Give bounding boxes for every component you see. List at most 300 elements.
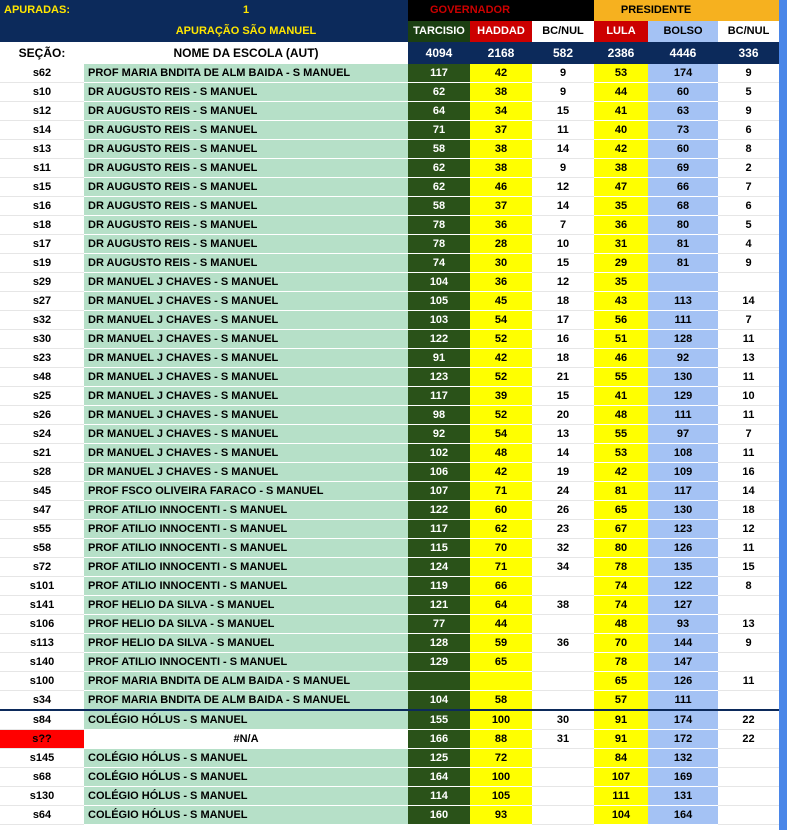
cell-bolso[interactable]: 174	[648, 710, 718, 730]
cell-haddad[interactable]: 72	[470, 749, 532, 768]
cell-bc-gov[interactable]	[532, 615, 594, 634]
cell-escola[interactable]: #N/A	[84, 730, 408, 749]
cell-haddad[interactable]: 88	[470, 730, 532, 749]
cell-haddad[interactable]: 105	[470, 787, 532, 806]
cell-bc-pres[interactable]	[718, 749, 779, 768]
cell-bc-gov[interactable]: 9	[532, 83, 594, 102]
cell-lula[interactable]: 80	[594, 539, 648, 558]
cell-escola[interactable]: DR AUGUSTO REIS - S MANUEL	[84, 216, 408, 235]
cell-secao[interactable]: s11	[0, 159, 84, 178]
cell-bc-pres[interactable]: 5	[718, 216, 779, 235]
cell-bolso[interactable]: 131	[648, 787, 718, 806]
total-haddad[interactable]: 2168	[470, 42, 532, 64]
cell-secao[interactable]: s55	[0, 520, 84, 539]
cell-escola[interactable]: DR MANUEL J CHAVES - S MANUEL	[84, 330, 408, 349]
cell-haddad[interactable]: 42	[470, 64, 532, 83]
cell-lula[interactable]: 55	[594, 368, 648, 387]
cell-tarcisio[interactable]: 104	[408, 691, 470, 711]
cell-tarcisio[interactable]: 155	[408, 710, 470, 730]
cell-bolso[interactable]: 123	[648, 520, 718, 539]
cell-haddad[interactable]: 64	[470, 596, 532, 615]
cell-lula[interactable]: 48	[594, 406, 648, 425]
cell-bc-gov[interactable]: 18	[532, 292, 594, 311]
cell-bc-pres[interactable]: 13	[718, 615, 779, 634]
cell-escola[interactable]: PROF ATILIO INNOCENTI - S MANUEL	[84, 653, 408, 672]
cell-bc-pres[interactable]: 4	[718, 235, 779, 254]
cell-bc-gov[interactable]	[532, 653, 594, 672]
cell-bolso[interactable]: 68	[648, 197, 718, 216]
cell-bc-pres[interactable]: 11	[718, 368, 779, 387]
cell-bc-gov[interactable]	[532, 749, 594, 768]
cell-bolso[interactable]: 69	[648, 159, 718, 178]
cell-bolso[interactable]	[648, 273, 718, 292]
cell-bc-pres[interactable]: 7	[718, 425, 779, 444]
cell-secao[interactable]: s28	[0, 463, 84, 482]
cell-haddad[interactable]: 100	[470, 768, 532, 787]
cell-escola[interactable]: DR MANUEL J CHAVES - S MANUEL	[84, 406, 408, 425]
cell-bolso[interactable]: 122	[648, 577, 718, 596]
cell-haddad[interactable]: 38	[470, 83, 532, 102]
cell-secao[interactable]: s12	[0, 102, 84, 121]
cell-lula[interactable]: 65	[594, 672, 648, 691]
cell-bc-pres[interactable]: 8	[718, 140, 779, 159]
cell-bc-pres[interactable]: 16	[718, 463, 779, 482]
cell-lula[interactable]: 53	[594, 64, 648, 83]
cell-lula[interactable]: 107	[594, 768, 648, 787]
cell-escola[interactable]: PROF HELIO DA SILVA - S MANUEL	[84, 615, 408, 634]
cell-bc-gov[interactable]: 24	[532, 482, 594, 501]
cell-secao[interactable]: s30	[0, 330, 84, 349]
cell-bc-gov[interactable]: 9	[532, 64, 594, 83]
cell-bolso[interactable]: 93	[648, 615, 718, 634]
cell-secao[interactable]: s72	[0, 558, 84, 577]
cell-haddad[interactable]: 44	[470, 615, 532, 634]
cell-haddad[interactable]: 65	[470, 653, 532, 672]
cell-haddad[interactable]: 36	[470, 216, 532, 235]
cell-escola[interactable]: PROF ATILIO INNOCENTI - S MANUEL	[84, 539, 408, 558]
cell-haddad[interactable]: 71	[470, 558, 532, 577]
cell-bc-pres[interactable]	[718, 653, 779, 672]
cell-bc-gov[interactable]: 15	[532, 254, 594, 273]
cell-tarcisio[interactable]: 58	[408, 140, 470, 159]
cell-lula[interactable]: 46	[594, 349, 648, 368]
cell-bc-pres[interactable]	[718, 596, 779, 615]
cell-secao[interactable]: s14	[0, 121, 84, 140]
cell-bc-pres[interactable]: 13	[718, 349, 779, 368]
cell-bc-pres[interactable]: 9	[718, 634, 779, 653]
cell-tarcisio[interactable]: 92	[408, 425, 470, 444]
cell-secao[interactable]: s24	[0, 425, 84, 444]
cell-secao[interactable]: s106	[0, 615, 84, 634]
cell-secao[interactable]: s47	[0, 501, 84, 520]
cell-escola[interactable]: DR MANUEL J CHAVES - S MANUEL	[84, 349, 408, 368]
cell-bolso[interactable]: 147	[648, 653, 718, 672]
cell-bc-pres[interactable]: 9	[718, 64, 779, 83]
cell-bolso[interactable]: 81	[648, 235, 718, 254]
cell-bc-pres[interactable]	[718, 806, 779, 825]
cell-lula[interactable]: 42	[594, 140, 648, 159]
cell-secao[interactable]: s68	[0, 768, 84, 787]
cell-bc-gov[interactable]: 30	[532, 710, 594, 730]
cell-bc-pres[interactable]: 14	[718, 482, 779, 501]
cell-tarcisio[interactable]: 125	[408, 749, 470, 768]
cell-haddad[interactable]: 54	[470, 425, 532, 444]
cell-bc-gov[interactable]: 9	[532, 159, 594, 178]
cell-bc-pres[interactable]: 5	[718, 83, 779, 102]
cell-tarcisio[interactable]: 104	[408, 273, 470, 292]
cell-secao[interactable]: s141	[0, 596, 84, 615]
cell-escola[interactable]: DR MANUEL J CHAVES - S MANUEL	[84, 463, 408, 482]
cell-bc-pres[interactable]: 22	[718, 730, 779, 749]
total-lula[interactable]: 2386	[594, 42, 648, 64]
cell-bc-gov[interactable]: 18	[532, 349, 594, 368]
cell-bolso[interactable]: 113	[648, 292, 718, 311]
cell-bc-gov[interactable]: 17	[532, 311, 594, 330]
cell-lula[interactable]: 38	[594, 159, 648, 178]
cell-bc-gov[interactable]: 26	[532, 501, 594, 520]
cell-tarcisio[interactable]: 117	[408, 520, 470, 539]
cell-tarcisio[interactable]: 105	[408, 292, 470, 311]
cell-bc-gov[interactable]: 15	[532, 387, 594, 406]
cell-haddad[interactable]: 100	[470, 710, 532, 730]
cell-tarcisio[interactable]	[408, 672, 470, 691]
cell-lula[interactable]: 74	[594, 577, 648, 596]
cell-tarcisio[interactable]: 74	[408, 254, 470, 273]
cell-bc-gov[interactable]: 19	[532, 463, 594, 482]
cell-escola[interactable]: COLÉGIO HÓLUS - S MANUEL	[84, 710, 408, 730]
total-tarcisio[interactable]: 4094	[408, 42, 470, 64]
cell-bc-pres[interactable]: 9	[718, 102, 779, 121]
cell-tarcisio[interactable]: 62	[408, 159, 470, 178]
cell-bolso[interactable]: 130	[648, 501, 718, 520]
cell-lula[interactable]: 43	[594, 292, 648, 311]
cell-bc-gov[interactable]	[532, 577, 594, 596]
cell-lula[interactable]: 74	[594, 596, 648, 615]
cell-bolso[interactable]: 111	[648, 691, 718, 711]
cell-tarcisio[interactable]: 122	[408, 330, 470, 349]
cell-tarcisio[interactable]: 62	[408, 178, 470, 197]
cell-tarcisio[interactable]: 77	[408, 615, 470, 634]
cell-haddad[interactable]: 46	[470, 178, 532, 197]
cell-lula[interactable]: 70	[594, 634, 648, 653]
cell-secao[interactable]: s29	[0, 273, 84, 292]
cell-lula[interactable]: 78	[594, 653, 648, 672]
cell-escola[interactable]: DR MANUEL J CHAVES - S MANUEL	[84, 368, 408, 387]
cell-bolso[interactable]: 80	[648, 216, 718, 235]
cell-secao[interactable]: s26	[0, 406, 84, 425]
cell-escola[interactable]: PROF HELIO DA SILVA - S MANUEL	[84, 634, 408, 653]
cell-lula[interactable]: 29	[594, 254, 648, 273]
cell-bc-pres[interactable]: 11	[718, 539, 779, 558]
cell-escola[interactable]: DR AUGUSTO REIS - S MANUEL	[84, 102, 408, 121]
cell-secao[interactable]: s??	[0, 730, 84, 749]
cell-escola[interactable]: DR MANUEL J CHAVES - S MANUEL	[84, 387, 408, 406]
cell-escola[interactable]: DR AUGUSTO REIS - S MANUEL	[84, 254, 408, 273]
cell-bolso[interactable]: 63	[648, 102, 718, 121]
cell-tarcisio[interactable]: 98	[408, 406, 470, 425]
cell-bc-gov[interactable]	[532, 806, 594, 825]
cell-tarcisio[interactable]: 107	[408, 482, 470, 501]
cell-haddad[interactable]: 38	[470, 140, 532, 159]
cell-secao[interactable]: s32	[0, 311, 84, 330]
cell-lula[interactable]: 51	[594, 330, 648, 349]
cell-bolso[interactable]: 111	[648, 311, 718, 330]
cell-tarcisio[interactable]: 121	[408, 596, 470, 615]
cell-escola[interactable]: DR MANUEL J CHAVES - S MANUEL	[84, 425, 408, 444]
cell-secao[interactable]: s15	[0, 178, 84, 197]
cell-bc-gov[interactable]	[532, 672, 594, 691]
cell-bolso[interactable]: 73	[648, 121, 718, 140]
cell-haddad[interactable]: 42	[470, 349, 532, 368]
cell-escola[interactable]: DR MANUEL J CHAVES - S MANUEL	[84, 292, 408, 311]
cell-lula[interactable]: 91	[594, 730, 648, 749]
cell-tarcisio[interactable]: 114	[408, 787, 470, 806]
cell-lula[interactable]: 36	[594, 216, 648, 235]
cell-tarcisio[interactable]: 91	[408, 349, 470, 368]
cell-lula[interactable]: 42	[594, 463, 648, 482]
cell-bc-gov[interactable]: 10	[532, 235, 594, 254]
cell-bc-gov[interactable]: 14	[532, 444, 594, 463]
cell-bolso[interactable]: 60	[648, 140, 718, 159]
cell-lula[interactable]: 44	[594, 83, 648, 102]
cell-lula[interactable]: 41	[594, 387, 648, 406]
cell-haddad[interactable]: 58	[470, 691, 532, 711]
cell-tarcisio[interactable]: 78	[408, 216, 470, 235]
cell-lula[interactable]: 57	[594, 691, 648, 711]
cell-bolso[interactable]: 172	[648, 730, 718, 749]
cell-lula[interactable]: 91	[594, 710, 648, 730]
cell-bc-pres[interactable]: 22	[718, 710, 779, 730]
cell-bc-gov[interactable]: 23	[532, 520, 594, 539]
apuradas-value[interactable]: 1	[84, 0, 408, 21]
cell-tarcisio[interactable]: 58	[408, 197, 470, 216]
cell-secao[interactable]: s18	[0, 216, 84, 235]
cell-haddad[interactable]: 52	[470, 330, 532, 349]
cell-bolso[interactable]: 109	[648, 463, 718, 482]
cell-tarcisio[interactable]: 124	[408, 558, 470, 577]
cell-escola[interactable]: DR AUGUSTO REIS - S MANUEL	[84, 235, 408, 254]
cell-bc-pres[interactable]: 8	[718, 577, 779, 596]
cell-lula[interactable]: 81	[594, 482, 648, 501]
cell-secao[interactable]: s25	[0, 387, 84, 406]
cell-secao[interactable]: s100	[0, 672, 84, 691]
cell-escola[interactable]: DR AUGUSTO REIS - S MANUEL	[84, 178, 408, 197]
cell-lula[interactable]: 35	[594, 273, 648, 292]
cell-bc-gov[interactable]: 21	[532, 368, 594, 387]
cell-bc-gov[interactable]: 31	[532, 730, 594, 749]
cell-bolso[interactable]: 60	[648, 83, 718, 102]
cell-bolso[interactable]: 135	[648, 558, 718, 577]
cell-bolso[interactable]: 117	[648, 482, 718, 501]
cell-haddad[interactable]: 70	[470, 539, 532, 558]
cell-bolso[interactable]: 81	[648, 254, 718, 273]
cell-escola[interactable]: PROF ATILIO INNOCENTI - S MANUEL	[84, 520, 408, 539]
cell-tarcisio[interactable]: 128	[408, 634, 470, 653]
cell-escola[interactable]: COLÉGIO HÓLUS - S MANUEL	[84, 749, 408, 768]
cell-bc-pres[interactable]: 18	[718, 501, 779, 520]
cell-bc-pres[interactable]: 7	[718, 178, 779, 197]
cell-tarcisio[interactable]: 117	[408, 64, 470, 83]
cell-tarcisio[interactable]: 166	[408, 730, 470, 749]
cell-tarcisio[interactable]: 71	[408, 121, 470, 140]
cell-escola[interactable]: DR MANUEL J CHAVES - S MANUEL	[84, 444, 408, 463]
cell-secao[interactable]: s17	[0, 235, 84, 254]
cell-bolso[interactable]: 129	[648, 387, 718, 406]
cell-tarcisio[interactable]: 119	[408, 577, 470, 596]
cell-bc-pres[interactable]: 6	[718, 121, 779, 140]
cell-escola[interactable]: DR AUGUSTO REIS - S MANUEL	[84, 159, 408, 178]
cell-bc-gov[interactable]: 20	[532, 406, 594, 425]
cell-lula[interactable]: 41	[594, 102, 648, 121]
cell-escola[interactable]: DR AUGUSTO REIS - S MANUEL	[84, 140, 408, 159]
cell-bc-gov[interactable]: 12	[532, 273, 594, 292]
cell-tarcisio[interactable]: 115	[408, 539, 470, 558]
cell-secao[interactable]: s130	[0, 787, 84, 806]
cell-bc-pres[interactable]: 12	[718, 520, 779, 539]
cell-escola[interactable]: DR MANUEL J CHAVES - S MANUEL	[84, 311, 408, 330]
cell-bc-gov[interactable]: 7	[532, 216, 594, 235]
cell-bc-gov[interactable]: 36	[532, 634, 594, 653]
cell-tarcisio[interactable]: 164	[408, 768, 470, 787]
cell-escola[interactable]: DR AUGUSTO REIS - S MANUEL	[84, 83, 408, 102]
cell-escola[interactable]: PROF MARIA BNDITA DE ALM BAIDA - S MANUEL	[84, 672, 408, 691]
cell-bc-pres[interactable]: 2	[718, 159, 779, 178]
cell-escola[interactable]: PROF MARIA BNDITA DE ALM BAIDA - S MANUEL	[84, 691, 408, 711]
cell-bc-pres[interactable]	[718, 768, 779, 787]
cell-haddad[interactable]: 42	[470, 463, 532, 482]
cell-tarcisio[interactable]: 122	[408, 501, 470, 520]
cell-bc-gov[interactable]	[532, 691, 594, 711]
cell-bolso[interactable]: 174	[648, 64, 718, 83]
cell-haddad[interactable]: 93	[470, 806, 532, 825]
cell-haddad[interactable]: 59	[470, 634, 532, 653]
cell-bc-pres[interactable]: 11	[718, 330, 779, 349]
cell-secao[interactable]: s62	[0, 64, 84, 83]
cell-escola[interactable]: PROF ATILIO INNOCENTI - S MANUEL	[84, 501, 408, 520]
cell-bc-pres[interactable]	[718, 273, 779, 292]
cell-bc-gov[interactable]: 34	[532, 558, 594, 577]
cell-secao[interactable]: s10	[0, 83, 84, 102]
cell-secao[interactable]: s21	[0, 444, 84, 463]
cell-bolso[interactable]: 126	[648, 539, 718, 558]
cell-secao[interactable]: s113	[0, 634, 84, 653]
cell-bc-pres[interactable]: 14	[718, 292, 779, 311]
cell-bc-gov[interactable]: 32	[532, 539, 594, 558]
cell-haddad[interactable]: 28	[470, 235, 532, 254]
cell-haddad[interactable]	[470, 672, 532, 691]
cell-bc-pres[interactable]	[718, 691, 779, 711]
cell-lula[interactable]: 84	[594, 749, 648, 768]
cell-bolso[interactable]: 127	[648, 596, 718, 615]
cell-bc-pres[interactable]: 11	[718, 672, 779, 691]
cell-haddad[interactable]: 37	[470, 197, 532, 216]
cell-secao[interactable]: s34	[0, 691, 84, 711]
cell-haddad[interactable]: 34	[470, 102, 532, 121]
cell-bolso[interactable]: 111	[648, 406, 718, 425]
cell-haddad[interactable]: 52	[470, 368, 532, 387]
cell-bc-gov[interactable]: 14	[532, 140, 594, 159]
cell-secao[interactable]: s19	[0, 254, 84, 273]
cell-secao[interactable]: s101	[0, 577, 84, 596]
cell-haddad[interactable]: 66	[470, 577, 532, 596]
cell-secao[interactable]: s45	[0, 482, 84, 501]
cell-haddad[interactable]: 62	[470, 520, 532, 539]
cell-secao[interactable]: s13	[0, 140, 84, 159]
cell-secao[interactable]: s64	[0, 806, 84, 825]
cell-tarcisio[interactable]: 102	[408, 444, 470, 463]
cell-haddad[interactable]: 52	[470, 406, 532, 425]
cell-bc-pres[interactable]: 6	[718, 197, 779, 216]
cell-bc-gov[interactable]	[532, 768, 594, 787]
cell-secao[interactable]: s48	[0, 368, 84, 387]
cell-bolso[interactable]: 164	[648, 806, 718, 825]
total-bc-pres[interactable]: 336	[718, 42, 779, 64]
cell-haddad[interactable]: 48	[470, 444, 532, 463]
cell-haddad[interactable]: 38	[470, 159, 532, 178]
cell-bolso[interactable]: 128	[648, 330, 718, 349]
cell-secao[interactable]: s16	[0, 197, 84, 216]
cell-bolso[interactable]: 108	[648, 444, 718, 463]
cell-escola[interactable]: PROF HELIO DA SILVA - S MANUEL	[84, 596, 408, 615]
cell-haddad[interactable]: 71	[470, 482, 532, 501]
cell-bc-gov[interactable]: 16	[532, 330, 594, 349]
cell-lula[interactable]: 65	[594, 501, 648, 520]
cell-bolso[interactable]: 126	[648, 672, 718, 691]
cell-tarcisio[interactable]: 78	[408, 235, 470, 254]
cell-lula[interactable]: 40	[594, 121, 648, 140]
cell-escola[interactable]: DR MANUEL J CHAVES - S MANUEL	[84, 273, 408, 292]
cell-bolso[interactable]: 92	[648, 349, 718, 368]
cell-escola[interactable]: DR AUGUSTO REIS - S MANUEL	[84, 121, 408, 140]
cell-bolso[interactable]: 132	[648, 749, 718, 768]
cell-escola[interactable]: COLÉGIO HÓLUS - S MANUEL	[84, 768, 408, 787]
cell-bc-pres[interactable]: 11	[718, 444, 779, 463]
cell-lula[interactable]: 48	[594, 615, 648, 634]
cell-tarcisio[interactable]: 62	[408, 83, 470, 102]
cell-escola[interactable]: COLÉGIO HÓLUS - S MANUEL	[84, 787, 408, 806]
cell-secao[interactable]: s140	[0, 653, 84, 672]
cell-lula[interactable]: 55	[594, 425, 648, 444]
cell-haddad[interactable]: 37	[470, 121, 532, 140]
cell-haddad[interactable]: 30	[470, 254, 532, 273]
cell-lula[interactable]: 104	[594, 806, 648, 825]
cell-bolso[interactable]: 169	[648, 768, 718, 787]
cell-lula[interactable]: 56	[594, 311, 648, 330]
cell-escola[interactable]: COLÉGIO HÓLUS - S MANUEL	[84, 806, 408, 825]
cell-tarcisio[interactable]: 64	[408, 102, 470, 121]
cell-bolso[interactable]: 130	[648, 368, 718, 387]
cell-bc-pres[interactable]: 11	[718, 406, 779, 425]
cell-bc-gov[interactable]: 15	[532, 102, 594, 121]
cell-escola[interactable]: PROF ATILIO INNOCENTI - S MANUEL	[84, 558, 408, 577]
cell-lula[interactable]: 31	[594, 235, 648, 254]
cell-escola[interactable]: PROF ATILIO INNOCENTI - S MANUEL	[84, 577, 408, 596]
cell-tarcisio[interactable]: 129	[408, 653, 470, 672]
cell-lula[interactable]: 78	[594, 558, 648, 577]
cell-tarcisio[interactable]: 103	[408, 311, 470, 330]
cell-bc-gov[interactable]: 11	[532, 121, 594, 140]
cell-bc-pres[interactable]: 10	[718, 387, 779, 406]
total-bc-gov[interactable]: 582	[532, 42, 594, 64]
cell-bc-gov[interactable]: 14	[532, 197, 594, 216]
cell-bc-gov[interactable]: 13	[532, 425, 594, 444]
cell-bc-pres[interactable]: 7	[718, 311, 779, 330]
cell-escola[interactable]: DR AUGUSTO REIS - S MANUEL	[84, 197, 408, 216]
cell-lula[interactable]: 35	[594, 197, 648, 216]
cell-secao[interactable]: s145	[0, 749, 84, 768]
cell-tarcisio[interactable]: 106	[408, 463, 470, 482]
cell-bc-pres[interactable]: 9	[718, 254, 779, 273]
